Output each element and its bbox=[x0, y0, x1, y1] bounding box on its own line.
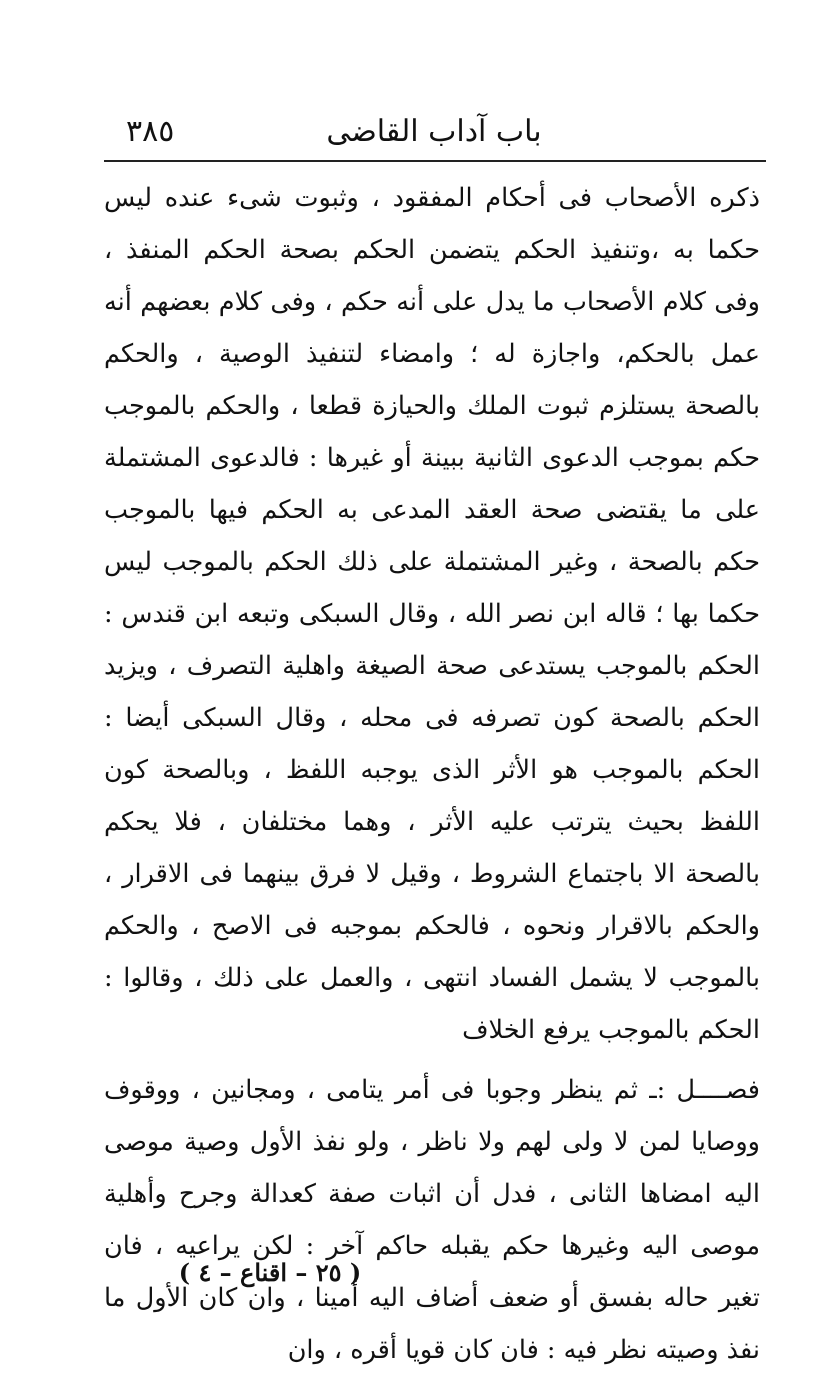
header-rule bbox=[104, 160, 766, 162]
paragraph-1: ذكره الأصحاب فى أحكام المفقود ، وثبوت شىء عنده ليس حكما به ،وتنفيذ الحكم يتضمن الحكم بصحة الحكم المنفذ ، وفى كلام الأصحاب ما يدل على أنه حكم ، وفى كلام بعضهم أنه عمل بالحكم، واجازة له ؛ وامضاء لتنفيذ الوصية ، والحكم بالصحة يستلزم ثبوت الملك والحيازة قطعا ، والحكم بالموجب حكم بموجب الدعوى الثانية ببينة أو غيرها : فالدعوى المشتملة على ما يقتضى صحة العقد المدعى به الحكم فيها بالموجب حكم بالصحة ، وغير المشتملة على ذلك الحكم بالموجب ليس حكما بها ؛ قاله ابن نصر الله ، وقال السبكى وتبعه ابن قندس : الحكم بالموجب يستدعى صحة الصيغة واهلية التصرف ، ويزيد الحكم بالصحة كون تصرفه فى محله ، وقال السبكى أيضا : الحكم بالموجب هو الأثر الذى يوجبه اللفظ ، وبالصحة كون اللفظ بحيث يترتب عليه الأثر ، وهما مختلفان ، فلا يحكم بالصحة الا باجتماع الشروط ، وقيل لا فرق بينهما فى الاقرار ، والحكم بالاقرار ونحوه ، فالحكم بموجبه فى الاصح ، والحكم بالموجب لا يشمل الفساد انتهى ، والعمل على ذلك ، وقالوا : الحكم بالموجب يرفع الخلاف bbox=[104, 183, 760, 1045]
paragraph-2: فصــــل :ـ ثم ينظر وجوبا فى أمر يتامى ، ومجانين ، ووقوف ووصايا لمن لا ولى لهم ولا ناظر ، ولو نفذ الأول وصية موصى اليه امضاها الثانى ، فدل أن اثبات صفة كعدالة وجرح وأهلية موصى اليه وغيرها حكم يقبله حاكم آخر : لكن يراعيه ، فان تغير حاله بفسق أو ضعف أضاف اليه أمينا ، وان كان الأول ما نفذ وصيته نظر فيه : فان كان قويا أقره ، وان bbox=[104, 1075, 760, 1365]
page-number: ٣٨٥ bbox=[126, 114, 175, 149]
signature-mark: ( ٢٥ – اقناع – ٤ ) bbox=[178, 1258, 362, 1287]
body-text bbox=[104, 172, 760, 1376]
running-title: باب آداب القاضى bbox=[326, 114, 542, 149]
page-header bbox=[104, 108, 764, 158]
